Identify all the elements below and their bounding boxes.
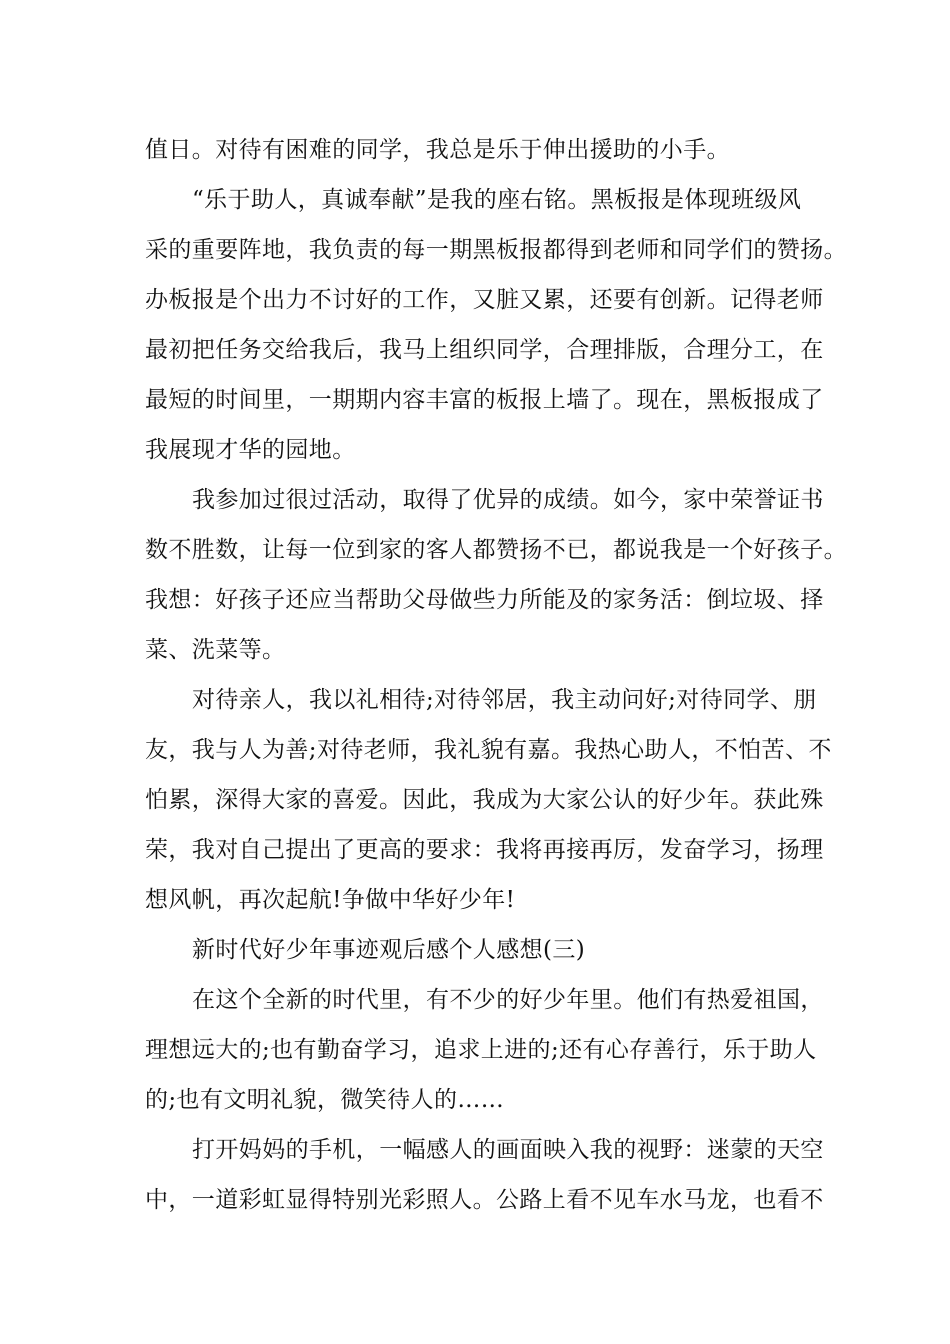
text-line: 友，我与人为善;对待老师，我礼貌有嘉。我热心助人，不怕苦、不 [145,737,832,763]
text-line: 在这个全新的时代里，有不少的好少年里。他们有热爱祖国， [192,987,824,1013]
text-line: 办板报是个出力不讨好的工作，又脏又累，还要有创新。记得老师 [145,287,824,313]
text-line: 荣，我对自己提出了更高的要求：我将再接再厉，发奋学习，扬理 [145,837,824,863]
text-line: 数不胜数，让每一位到家的客人都赞扬不已，都说我是一个好孩子。 [145,537,847,563]
text-line: 我想：好孩子还应当帮助父母做些力所能及的家务活：倒垃圾、择 [145,587,824,613]
section-heading: 新时代好少年事迹观后感个人感想(三) [192,937,586,963]
text-line: “乐于助人，真诚奉献”是我的座右铭。黑板报是体现班级风 [192,187,802,213]
text-line: 菜、洗菜等。 [145,637,286,663]
text-line: 我展现才华的园地。 [145,437,356,463]
text-line: 打开妈妈的手机，一幅感人的画面映入我的视野：迷蒙的天空 [192,1137,824,1163]
text-line: 采的重要阵地，我负责的每一期黑板报都得到老师和同学们的赞扬。 [145,237,847,263]
text-line: 值日。对待有困难的同学，我总是乐于伸出援助的小手。 [145,137,730,163]
text-line: 的;也有文明礼貌，微笑待人的…… [145,1087,505,1113]
text-line: 对待亲人，我以礼相待;对待邻居，我主动问好;对待同学、朋 [192,687,817,713]
text-line: 怕累，深得大家的喜爱。因此，我成为大家公认的好少年。获此殊 [145,787,824,813]
text-line: 中，一道彩虹显得特别光彩照人。公路上看不见车水马龙，也看不 [145,1187,824,1213]
text-line: 理想远大的;也有勤奋学习，追求上进的;还有心存善行，乐于助人 [145,1037,817,1063]
text-line: 最初把任务交给我后，我马上组织同学，合理排版，合理分工，在 [145,337,824,363]
text-line: 我参加过很过活动，取得了优异的成绩。如今，家中荣誉证书 [192,487,824,513]
text-line: 最短的时间里，一期期内容丰富的板报上墙了。现在，黑板报成了 [145,387,824,413]
text-line: 想风帆，再次起航!争做中华好少年! [145,887,516,913]
